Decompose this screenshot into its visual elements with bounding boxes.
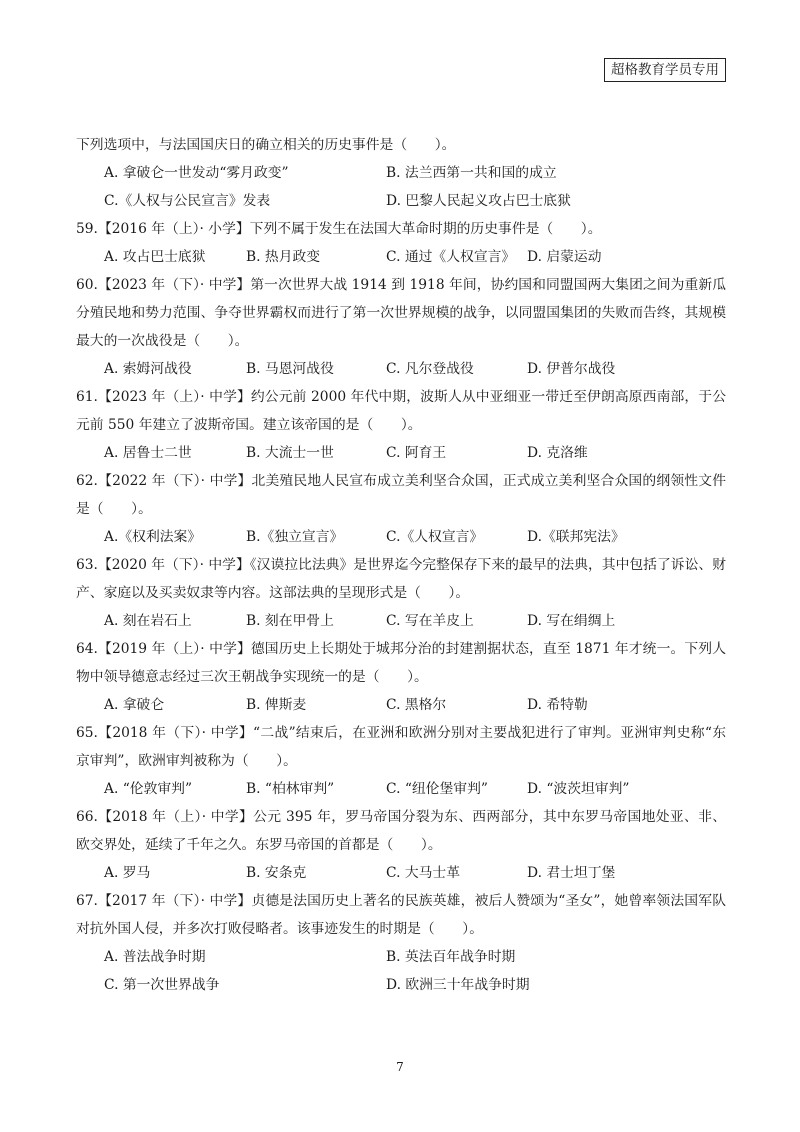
option-c: C. 阿育王 xyxy=(386,445,447,461)
option-d: D. 君士坦丁堡 xyxy=(527,865,616,881)
option-d: D.《联邦宪法》 xyxy=(527,529,625,545)
option-a: A. 攻占巴士底狱 xyxy=(104,249,206,265)
options-group xyxy=(76,607,726,635)
option-c: C. 写在羊皮上 xyxy=(386,613,474,629)
option-c: C. 大马士革 xyxy=(386,865,461,881)
options-group xyxy=(76,691,726,719)
options-group xyxy=(76,439,726,467)
option-a: A. 普法战争时期 xyxy=(104,949,206,965)
option-d: D. 克洛维 xyxy=(527,445,588,461)
question-stem: 60.【2023 年（下）· 中学】第一次世界大战 1914 到 1918 年间，协约国和同盟国两大集团之间为重新瓜分殖民地和势力范围、争夺世界霸权而进行了第一次世界规模的战争，以同盟国集团的失败而告终，其规模最大的一次战役是（ ）。 xyxy=(76,277,726,349)
question-stem: 65.【2018 年（下）· 中学】“二战”结束后，在亚洲和欧洲分别对主要战犯进行了审判。亚洲审判史称“东京审判”，欧洲审判被称为（ ）。 xyxy=(76,725,726,769)
question-stem: 63.【2020 年（下）· 中学】《汉谟拉比法典》是世界迄今完整保存下来的最早的法典，其中包括了诉讼、财产、家庭以及买卖奴隶等内容。这部法典的呈现形式是（ ）。 xyxy=(76,557,726,601)
question-stem: 66.【2018 年（上）· 中学】公元 395 年，罗马帝国分裂为东、西两部分，其中东罗马帝国地处亚、非、欧交界处，延续了千年之久。东罗马帝国的首都是（ ）。 xyxy=(76,809,726,853)
option-d: D. 欧洲三十年战争时期 xyxy=(386,977,530,993)
options-group xyxy=(76,943,726,999)
option-b: B. 刻在甲骨上 xyxy=(246,613,334,629)
options-group xyxy=(76,523,726,551)
option-d: D. 希特勒 xyxy=(527,697,588,713)
header-badge: 超格教育学员专用 xyxy=(604,58,726,82)
option-a: A. 索姆河战役 xyxy=(104,361,192,377)
option-c: C. 凡尔登战役 xyxy=(386,361,474,377)
option-b: B. 热月政变 xyxy=(246,249,321,265)
option-a: A. 罗马 xyxy=(104,865,151,881)
page-number: 7 xyxy=(396,1060,404,1074)
question-stem: 下列选项中，与法国国庆日的确立相关的历史事件是（ ）。 xyxy=(76,137,456,153)
option-d: D. “波茨坦审判” xyxy=(527,781,630,797)
option-d: D. 巴黎人民起义攻占巴士底狱 xyxy=(386,193,571,209)
option-c: C.《人权宣言》 xyxy=(386,529,484,545)
option-b: B. 俾斯麦 xyxy=(246,697,307,713)
options-group xyxy=(76,243,726,271)
question-stem: 64.【2019 年（上）· 中学】德国历史上长期处于城邦分治的封建割据状态，直至 1871 年才统一。下列人物中领导德意志经过三次王朝战争实现统一的是（ ）。 xyxy=(76,641,726,685)
question-list xyxy=(76,131,726,999)
option-b: B. 大流士一世 xyxy=(246,445,334,461)
options-group xyxy=(76,355,726,383)
option-c: C.《人权与公民宣言》发表 xyxy=(104,193,271,209)
option-c: C. 通过《人权宣言》 xyxy=(386,249,516,265)
option-b: B. 英法百年战争时期 xyxy=(386,949,516,965)
option-b: B. “柏林审判” xyxy=(246,781,335,797)
question-stem: 67.【2017 年（下）· 中学】贞德是法国历史上著名的民族英雄，被后人赞颂为“圣女”，她曾率领法国军队对抗外国人侵，并多次打败侵略者。该事迹发生的时期是（ ）。 xyxy=(76,893,726,937)
option-b: B. 法兰西第一共和国的成立 xyxy=(386,165,557,181)
option-a: A. “伦敦审判” xyxy=(104,781,193,797)
option-c: C. “纽伦堡审判” xyxy=(386,781,488,797)
option-d: D. 写在绢绸上 xyxy=(527,613,616,629)
option-a: A. 居鲁士二世 xyxy=(104,445,192,461)
option-d: D. 启蒙运动 xyxy=(527,249,602,265)
option-d: D. 伊普尔战役 xyxy=(527,361,616,377)
option-c: C. 黑格尔 xyxy=(386,697,447,713)
options-group xyxy=(76,859,726,887)
options-group xyxy=(76,775,726,803)
question-stem: 62.【2022 年（下）· 中学】北美殖民地人民宣布成立美利坚合众国，正式成立美利坚合众国的纲领性文件是（ ）。 xyxy=(76,473,726,517)
option-a: A.《权利法案》 xyxy=(104,529,202,545)
option-c: C. 第一次世界战争 xyxy=(104,977,220,993)
option-a: A. 拿破仑一世发动“雾月政变” xyxy=(104,165,289,181)
question-stem: 61.【2023 年（上）· 中学】约公元前 2000 年代中期，波斯人从中亚细亚一带迁至伊朗高原西南部，于公元前 550 年建立了波斯帝国。建立该帝国的是（ ）。 xyxy=(76,389,726,433)
option-b: B. 安条克 xyxy=(246,865,307,881)
option-a: A. 刻在岩石上 xyxy=(104,613,192,629)
option-b: B. 马恩河战役 xyxy=(246,361,334,377)
options-group xyxy=(76,159,726,215)
option-a: A. 拿破仑 xyxy=(104,697,165,713)
question-stem: 59.【2016 年（上）· 小学】下列不属于发生在法国大革命时期的历史事件是（ ）。 xyxy=(76,221,602,237)
option-b: B.《独立宣言》 xyxy=(246,529,344,545)
